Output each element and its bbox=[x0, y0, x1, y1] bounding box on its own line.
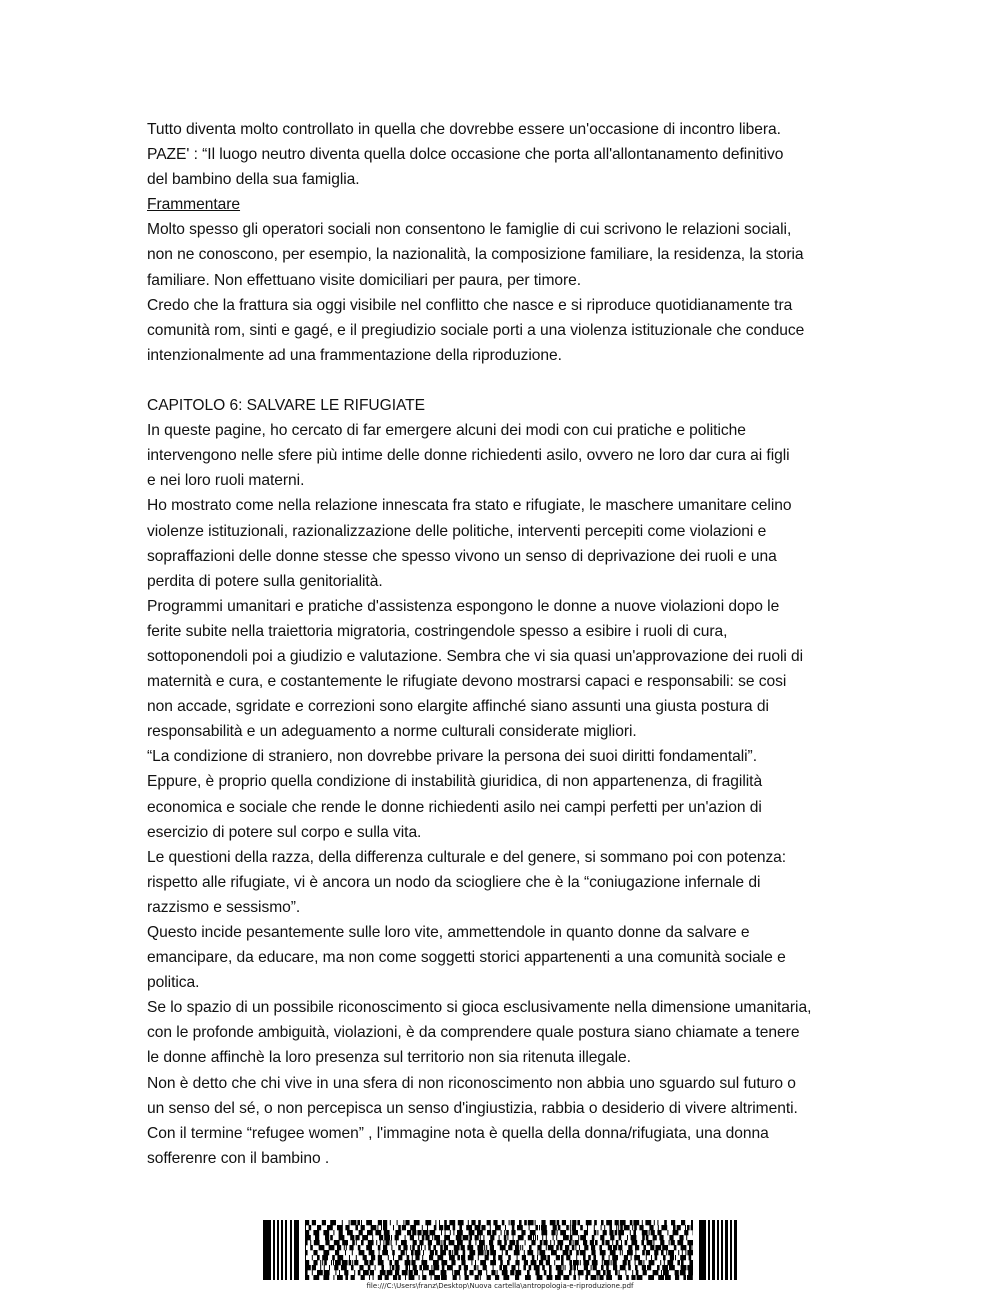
text-line: ferite subite nella traiettoria migratoria, costringendole spesso a esibire i ruoli di cura, bbox=[147, 622, 728, 640]
text-line: sofferenre con il bambino . bbox=[147, 1149, 330, 1167]
text-line: rispetto alle rifugiate, vi è ancora un nodo da sciogliere che è la “coniugazione infernale di bbox=[147, 873, 761, 891]
text-line: non ne conoscono, per esempio, la nazionalità, la composizione familiare, la residenza, la storia bbox=[147, 246, 804, 264]
text-line: “La condizione di straniero, non dovrebbe privare la persona dei suoi diritti fondamentali”. bbox=[147, 748, 757, 766]
text-line: le donne affinchè la loro presenza sul territorio non sia ritenuta illegale. bbox=[147, 1049, 631, 1067]
text-line: PAZE' : “Il luogo neutro diventa quella dolce occasione che porta all'allontanamento definitivo bbox=[147, 146, 784, 164]
text-line: intenzionalmente ad una frammentazione della riproduzione. bbox=[147, 346, 562, 364]
text-line: non accade, sgridate e correzioni sono elargite affinché siano assunti una giusta postura di bbox=[147, 698, 769, 716]
text-line: economica e sociale che rende le donne richiedenti asilo nei campi perfetti per un'azion di bbox=[147, 798, 762, 816]
text-line: del bambino della sua famiglia. bbox=[147, 171, 360, 189]
text-line: e nei loro ruoli materni. bbox=[147, 472, 305, 490]
text-line: razzismo e sessismo”. bbox=[147, 898, 301, 916]
text-line: violenze istituzionali, razionalizzazione delle politiche, interventi percepiti come violazioni e bbox=[147, 522, 767, 540]
text-line: Con il termine “refugee women” , l'immagine nota è quella della donna/rifugiata, una donna bbox=[147, 1124, 769, 1142]
text-line: Eppure, è proprio quella condizione di instabilità giuridica, di non appartenenza, di fragilità bbox=[147, 773, 763, 791]
text-line: maternità e cura, e costantemente le rifugiate devono mostrarsi capaci e responsabili: se cosi bbox=[147, 673, 787, 691]
text-line: comunità rom, sinti e gagé, e il pregiudizio sociale porti a una violenza istituzionale che conduce bbox=[147, 321, 805, 339]
text-line: emancipare, da educare, ma non come soggetti storici appartenenti a una comunità sociale e bbox=[147, 949, 786, 967]
file-path-footer: file:///C:\Users\franz\Desktop\Nuova cartella\antropologia-e-riproduzione.pdf bbox=[366, 1282, 634, 1290]
text-line: Ho mostrato come nella relazione innescata fra stato e rifugiate, le maschere umanitare celino bbox=[147, 497, 792, 515]
text-line: In queste pagine, ho cercato di far emergere alcuni dei modi con cui pratiche e politiche bbox=[147, 422, 746, 440]
text-line: Se lo spazio di un possibile riconoscimento si gioca esclusivamente nella dimensione umanitaria, bbox=[147, 999, 812, 1017]
document-text bbox=[147, 117, 859, 1171]
text-line: CAPITOLO 6: SALVARE LE RIFUGIATE bbox=[147, 397, 426, 415]
text-line: politica. bbox=[147, 974, 200, 992]
text-line: Programmi umanitari e pratiche d'assistenza espongono le donne a nuove violazioni dopo le bbox=[147, 597, 780, 615]
pdf417-barcode-icon bbox=[263, 1220, 737, 1280]
text-line: perdita di potere sulla genitorialità. bbox=[147, 572, 383, 590]
text-line bbox=[147, 192, 859, 217]
text-line: Molto spesso gli operatori sociali non consentono le famiglie di cui scrivono le relazioni sociali, bbox=[147, 221, 792, 239]
text-line: Credo che la frattura sia oggi visibile nel conflitto che nasce e si riproduce quotidianamente tra bbox=[147, 296, 793, 314]
text-line: familiare. Non effettuano visite domiciliari per paura, per timore. bbox=[147, 271, 582, 289]
text-line: con le profonde ambiguità, violazioni, è da comprendere quale postura siano chiamate a tenere bbox=[147, 1024, 800, 1042]
text-line: esercizio di potere sul corpo e sulla vita. bbox=[147, 823, 422, 841]
section-subheading: Frammentare bbox=[147, 196, 241, 214]
text-line bbox=[147, 368, 859, 393]
text-line: responsabilità e un adeguamento a norme culturali considerate migliori. bbox=[147, 723, 637, 741]
text-line: Tutto diventa molto controllato in quella che dovrebbe essere un'occasione di incontro libera. bbox=[147, 121, 781, 138]
text-line: sottoponendoli poi a giudizio e valutazione. Sembra che vi sia quasi un'approvazione dei ruoli di bbox=[147, 647, 804, 665]
text-line: Non è detto che chi vive in una sfera di non riconoscimento non abbia uno sguardo sul futuro o bbox=[147, 1074, 796, 1092]
text-line: un senso del sé, o non percepisca un senso d'ingiustizia, rabbia o desiderio di vivere altrimenti. bbox=[147, 1099, 798, 1117]
text-line: intervengono nelle sfere più intime delle donne richiedenti asilo, ovvero ne loro dar cura ai figli bbox=[147, 447, 790, 465]
text-line: sopraffazioni delle donne stesse che spesso vivono un senso di deprivazione dei ruoli e una bbox=[147, 547, 777, 565]
text-line: Questo incide pesantemente sulle loro vite, ammettendole in quanto donne da salvare e bbox=[147, 924, 750, 941]
text-line: Le questioni della razza, della differenza culturale e del genere, si sommano poi con potenza: bbox=[147, 848, 787, 866]
